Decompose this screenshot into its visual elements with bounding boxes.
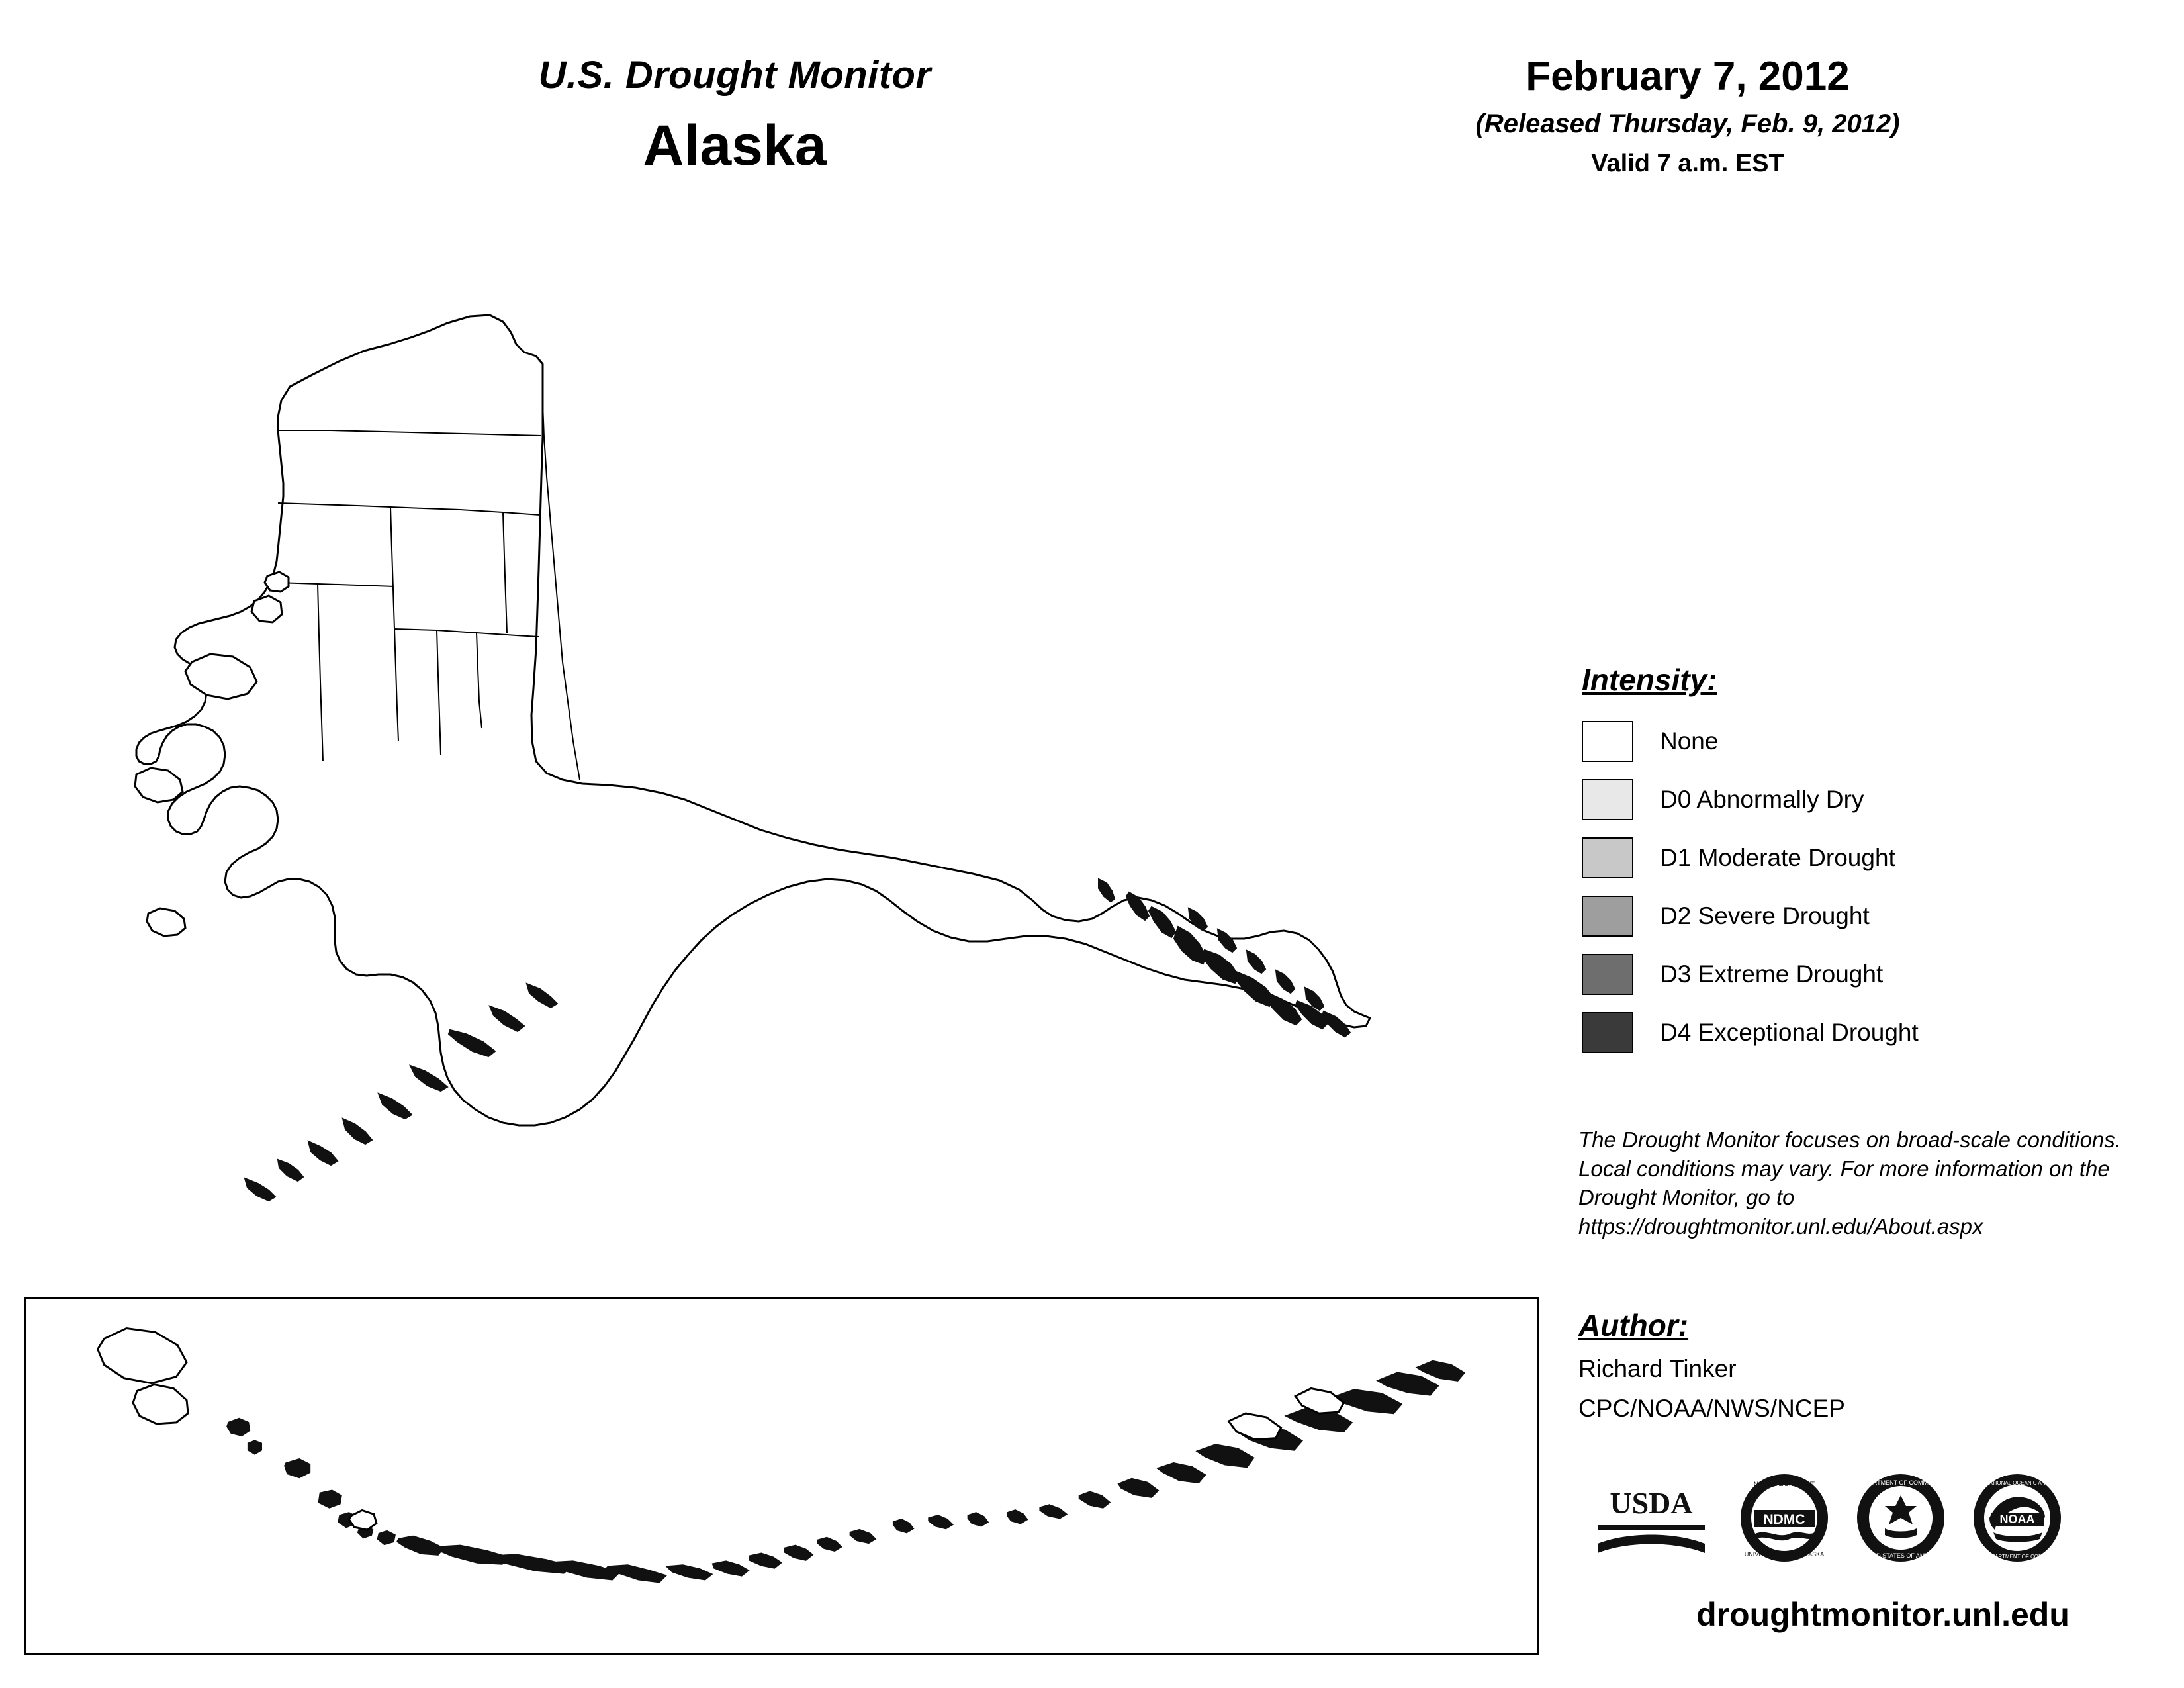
svg-text:NOAA: NOAA xyxy=(1999,1512,2035,1526)
valid-time: Valid 7 a.m. EST xyxy=(1591,150,1784,177)
legend-label-d4: D4 Exceptional Drought xyxy=(1660,1019,1919,1046)
valid-date: February 7, 2012 xyxy=(1525,54,1850,99)
legend-swatch-d0 xyxy=(1582,779,1633,820)
noaa-logo xyxy=(1971,1472,2064,1568)
author-block xyxy=(1578,1307,2174,1423)
legend-label-d1: D1 Moderate Drought xyxy=(1660,844,1895,871)
legend-swatch-d2 xyxy=(1582,896,1633,937)
legend-swatch-none xyxy=(1582,721,1633,762)
page-title: U.S. Drought Monitor xyxy=(538,54,931,97)
aleutian-inset-map xyxy=(24,1297,1539,1655)
date-block xyxy=(1390,53,1985,178)
legend-item-d2 xyxy=(1582,887,2164,945)
svg-text:NATIONAL OCEANIC AND: NATIONAL OCEANIC AND xyxy=(1985,1479,2050,1486)
author-name: Richard Tinker xyxy=(1578,1355,1737,1382)
svg-text:NDMC: NDMC xyxy=(1763,1511,1805,1527)
usda-logo xyxy=(1588,1475,1714,1564)
svg-text:USDA: USDA xyxy=(1610,1485,1693,1520)
legend-label-d3: D3 Extreme Drought xyxy=(1660,961,1884,988)
legend-item-none xyxy=(1582,712,2164,771)
author-heading: Author: xyxy=(1578,1308,1689,1342)
legend-item-d0 xyxy=(1582,771,2164,829)
usdc-logo xyxy=(1854,1472,1947,1568)
svg-text:U.S. DEPARTMENT OF COMMERCE: U.S. DEPARTMENT OF COMMERCE xyxy=(1972,1553,2062,1560)
title-block xyxy=(371,53,1099,179)
legend-label-d0: D0 Abnormally Dry xyxy=(1660,786,1864,813)
intensity-legend xyxy=(1582,662,2164,1062)
svg-text:NATIONAL DROUGHT: NATIONAL DROUGHT xyxy=(1753,1480,1815,1487)
legend-item-d4 xyxy=(1582,1004,2164,1062)
logo-row xyxy=(1588,1456,2171,1582)
region-title: Alaska xyxy=(643,114,827,177)
alaska-map xyxy=(79,238,1502,1271)
legend-swatch-d1 xyxy=(1582,837,1633,878)
legend-swatch-d4 xyxy=(1582,1012,1633,1053)
disclaimer-text: The Drought Monitor focuses on broad-scale conditions. Local conditions may vary. For more information on the Drought Monitor, go to https://droughtmonitor.unl.edu/About.aspx xyxy=(1578,1127,2121,1239)
site-url[interactable]: droughtmonitor.unl.edu xyxy=(1696,1596,2070,1633)
author-affiliation: CPC/NOAA/NWS/NCEP xyxy=(1578,1395,1845,1422)
legend-label-none: None xyxy=(1660,727,1719,755)
legend-item-d3 xyxy=(1582,945,2164,1004)
legend-swatch-d3 xyxy=(1582,954,1633,995)
legend-title: Intensity: xyxy=(1582,663,1717,697)
ndmc-logo xyxy=(1738,1472,1831,1568)
svg-text:UNITED STATES OF AMERICA: UNITED STATES OF AMERICA xyxy=(1858,1552,1943,1559)
legend-item-d1 xyxy=(1582,829,2164,887)
release-note: (Released Thursday, Feb. 9, 2012) xyxy=(1475,109,1900,138)
svg-text:UNIVERSITY OF NEBRASKA: UNIVERSITY OF NEBRASKA xyxy=(1744,1550,1825,1558)
svg-text:DEPARTMENT OF COMMERCE: DEPARTMENT OF COMMERCE xyxy=(1856,1479,1945,1486)
legend-label-d2: D2 Severe Drought xyxy=(1660,902,1870,929)
